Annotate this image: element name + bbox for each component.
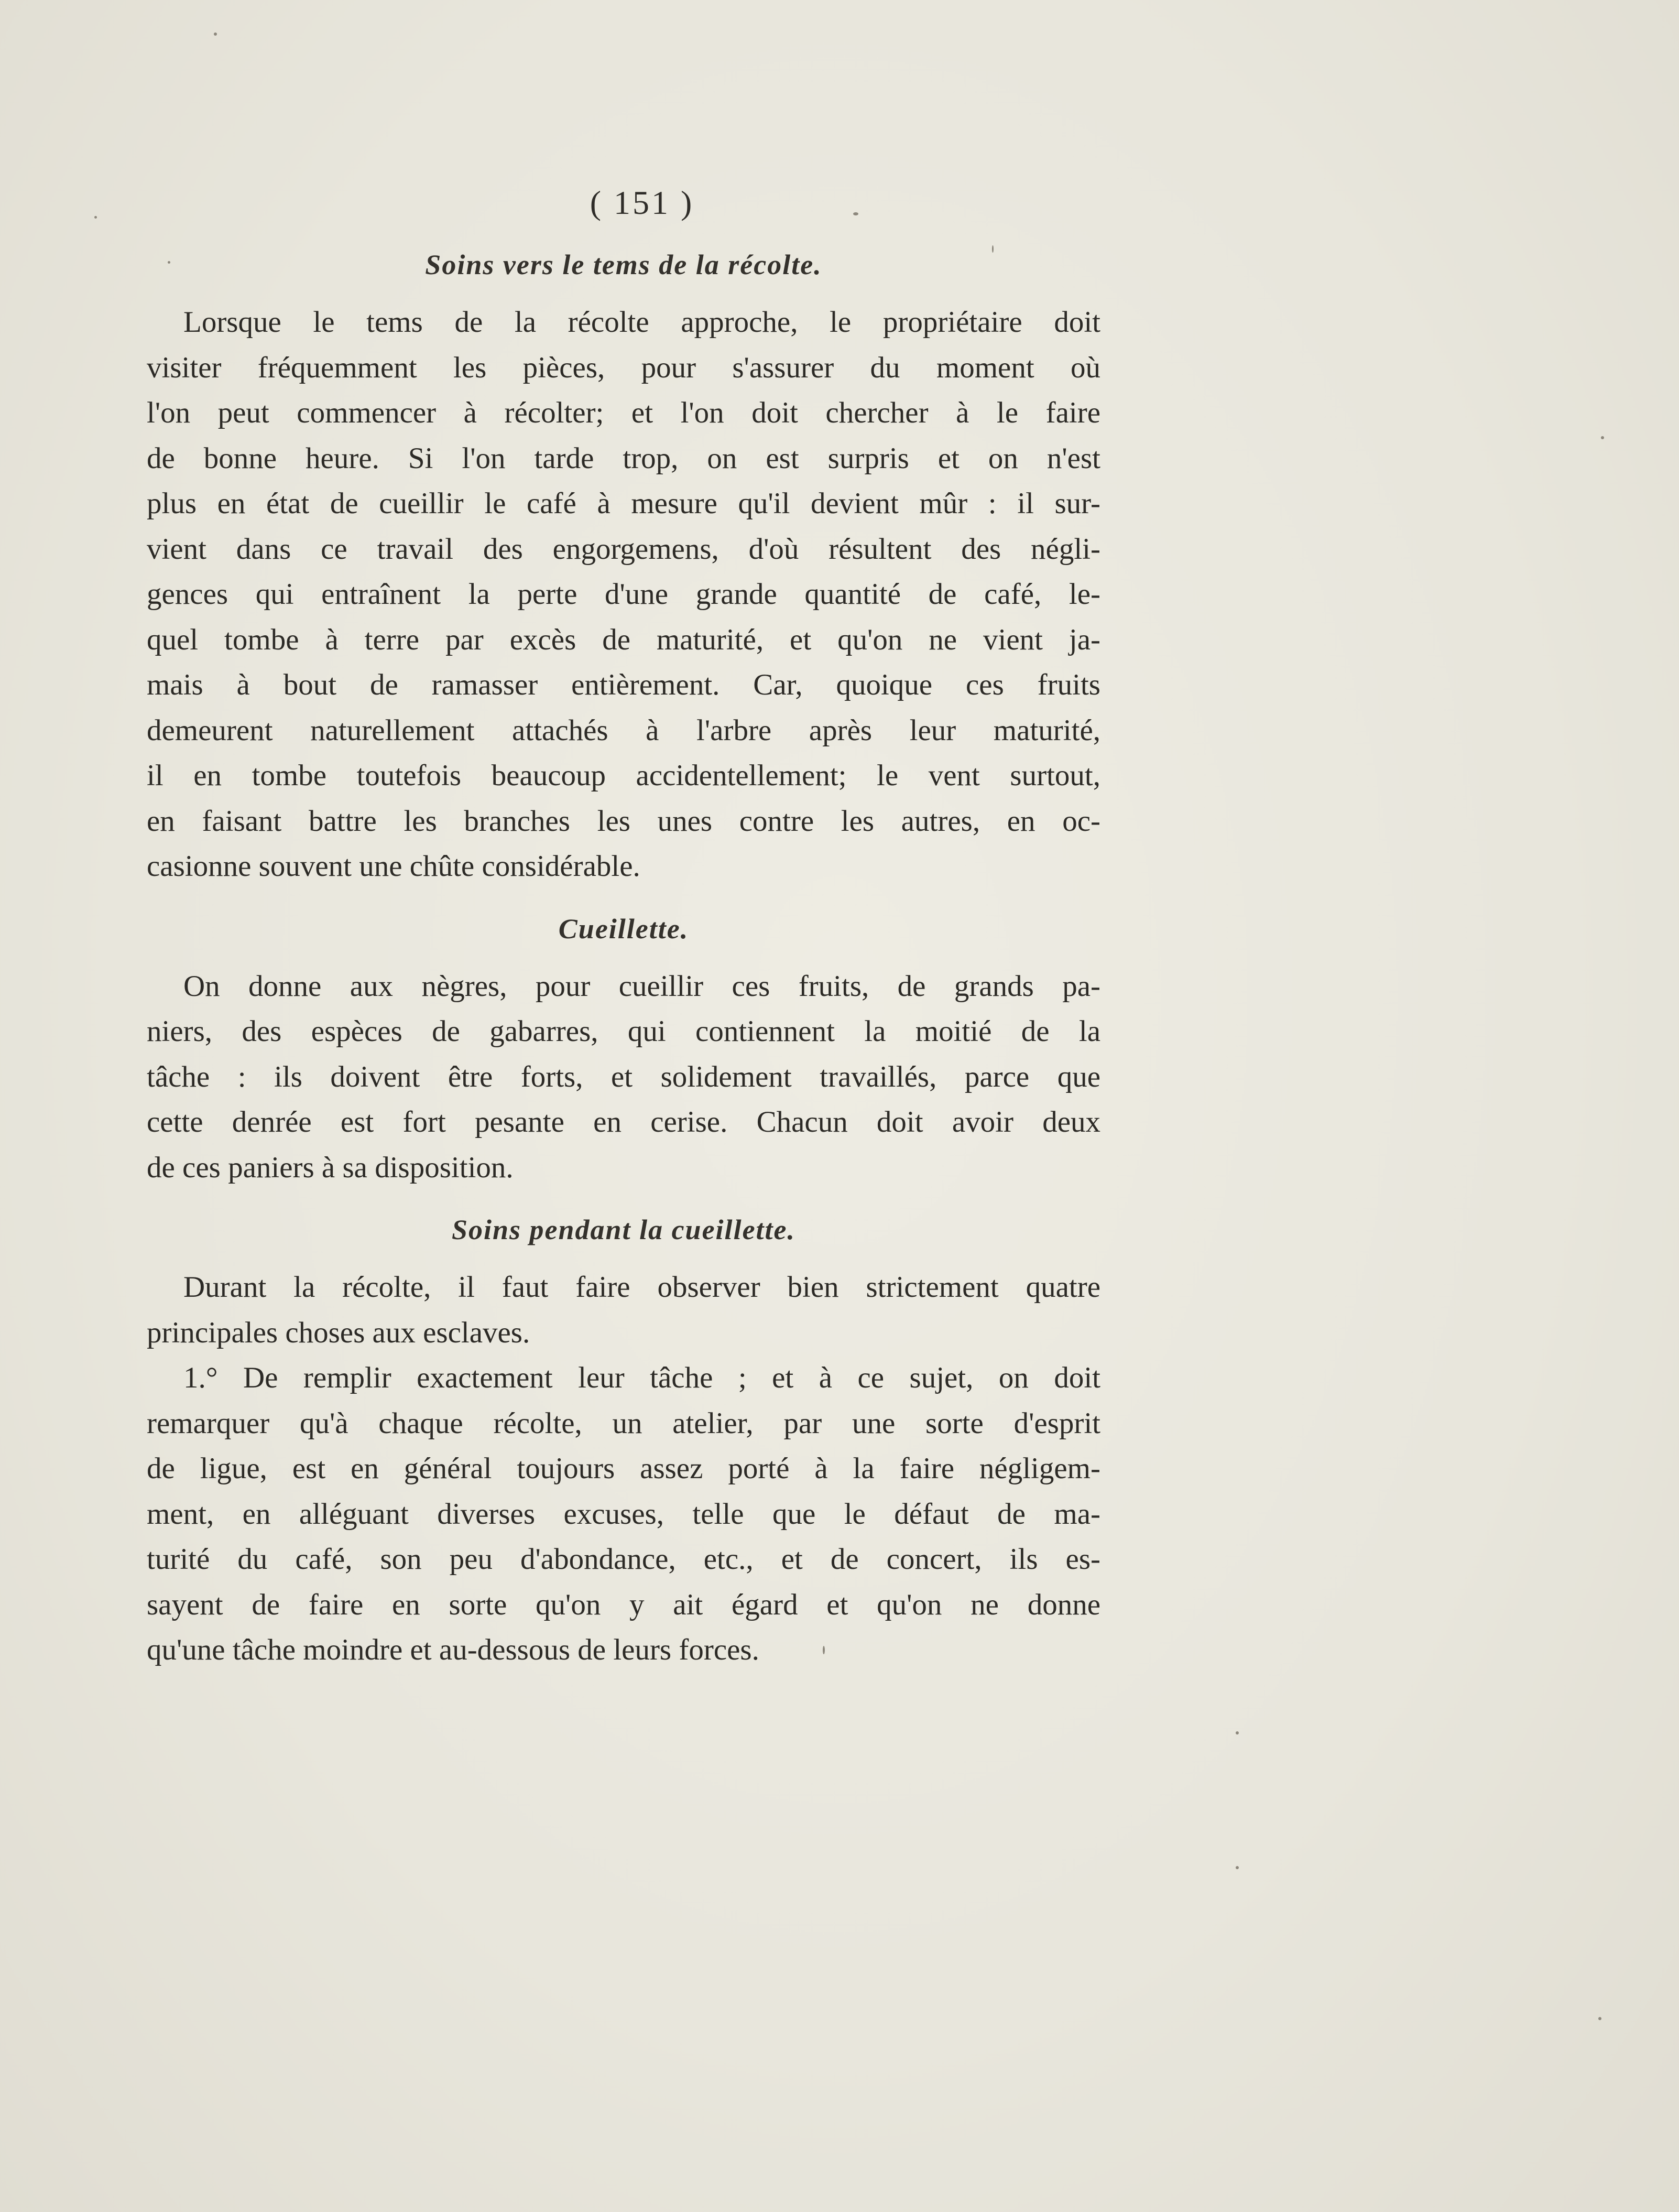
paragraph bbox=[147, 964, 1100, 1191]
page-number: ( 151 ) bbox=[590, 184, 694, 221]
text-line: 1.° De remplir exactement leur tâche ; et à ce sujet, on doit bbox=[183, 1361, 1100, 1394]
text-line: On donne aux nègres, pour cueillir ces fruits, de grands pa- bbox=[183, 969, 1100, 1003]
spacer bbox=[147, 952, 1100, 964]
text-line: sayent de faire en sorte qu'on y ait égard et qu'on ne donne bbox=[147, 1588, 1100, 1621]
section-heading: Soins pendant la cueillette. bbox=[451, 1214, 796, 1245]
paper-speck bbox=[1236, 1731, 1239, 1734]
text-line: qu'une tâche moindre et au-dessous de leurs forces. bbox=[147, 1633, 759, 1666]
paragraph bbox=[147, 1356, 1100, 1673]
section-heading: Cueillette. bbox=[558, 913, 689, 945]
text-line: principales choses aux esclaves. bbox=[147, 1316, 530, 1349]
text-line: Durant la récolte, il faut faire observer bien strictement quatre bbox=[183, 1271, 1100, 1304]
spacer bbox=[147, 288, 1100, 300]
text-line: remarquer qu'à chaque récolte, un atelier, par une sorte d'esprit bbox=[147, 1406, 1100, 1440]
text-line: vient dans ce travail des engorgemens, d'où résultent des négli- bbox=[147, 532, 1100, 566]
text-line: gences qui entraînent la perte d'une grande quantité de café, le- bbox=[147, 578, 1100, 611]
spacer bbox=[147, 1253, 1100, 1265]
text-line: en faisant battre les branches les unes contre les autres, en oc- bbox=[147, 804, 1100, 838]
text-line: ment, en alléguant diverses excuses, telle que le défaut de ma- bbox=[147, 1497, 1100, 1531]
text-line: il en tombe toutefois beaucoup accidentellement; le vent surtout, bbox=[147, 759, 1100, 792]
text-line: plus en état de cueillir le café à mesure qu'il devient mûr : il sur- bbox=[147, 487, 1100, 520]
section-heading: Soins vers le tems de la récolte. bbox=[425, 249, 822, 280]
text-line: de ces paniers à sa disposition. bbox=[147, 1151, 514, 1184]
text-line: Lorsque le tems de la récolte approche, le propriétaire doit bbox=[183, 306, 1100, 339]
paragraph bbox=[147, 300, 1100, 890]
paragraph bbox=[147, 1265, 1100, 1356]
text-line: mais à bout de ramasser entièrement. Car, quoique ces fruits bbox=[147, 668, 1100, 701]
text-line: cette denrée est fort pesante en cerise. Chacun doit avoir deux bbox=[147, 1105, 1100, 1138]
text-column bbox=[147, 241, 1100, 1673]
text-line: tâche : ils doivent être forts, et solidement travaillés, parce que bbox=[147, 1060, 1100, 1093]
paper-speck bbox=[1601, 436, 1604, 439]
spacer bbox=[147, 1190, 1100, 1206]
text-line: niers, des espèces de gabarres, qui contiennent la moitié de la bbox=[147, 1015, 1100, 1048]
text-line: visiter fréquemment les pièces, pour s'assurer du moment où bbox=[147, 351, 1100, 384]
text-line: quel tombe à terre par excès de maturité, et qu'on ne vient ja- bbox=[147, 623, 1100, 656]
text-line: turité du café, son peu d'abondance, etc., et de concert, ils es- bbox=[147, 1543, 1100, 1576]
text-line: demeurent naturellement attachés à l'arbre après leur maturité, bbox=[147, 713, 1100, 747]
text-line: de ligue, est en général toujours assez porté à la faire négligem- bbox=[147, 1452, 1100, 1485]
paper-speck bbox=[1236, 1866, 1239, 1869]
text-line: casionne souvent une chûte considérable. bbox=[147, 850, 640, 883]
text-line: de bonne heure. Si l'on tarde trop, on est surpris et on n'est bbox=[147, 441, 1100, 475]
paper-speck bbox=[1598, 2017, 1601, 2020]
text-line: l'on peut commencer à récolter; et l'on doit chercher à le faire bbox=[147, 396, 1100, 429]
paper-speck bbox=[214, 32, 217, 36]
spacer bbox=[147, 890, 1100, 905]
